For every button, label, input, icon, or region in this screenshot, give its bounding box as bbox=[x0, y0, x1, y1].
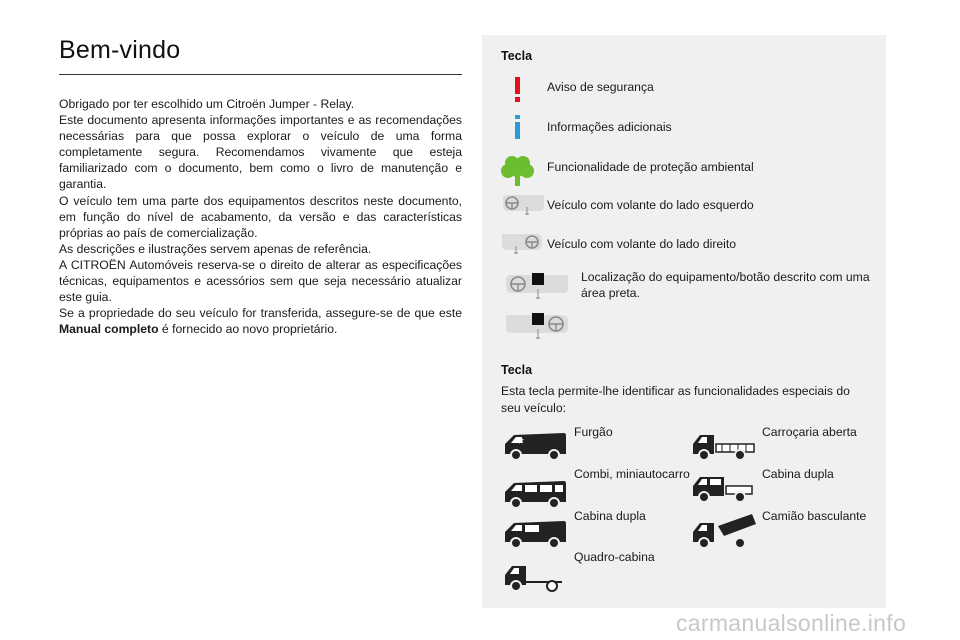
info-icon bbox=[500, 115, 546, 147]
paragraph-reference: As descrições e ilustrações servem apenas de referência. bbox=[59, 241, 372, 256]
welcome-text bbox=[59, 96, 462, 337]
key-label: Aviso de segurança bbox=[547, 80, 654, 94]
location-lhd-icon bbox=[504, 271, 570, 310]
chassis-cab-icon bbox=[502, 555, 572, 599]
paragraph-rights: A CITROËN Automóveis reserva-se o direito de alterar as especificações técnicas, equipamentos e acessórios sem que seja necessário atualizar este guia. bbox=[59, 257, 462, 305]
paragraph-ownership: Se a propriedade do seu veículo for transferida, assegure-se de que este Manual completo é fornecido ao novo proprietário. bbox=[59, 306, 462, 337]
vehicle-label: Camião basculante bbox=[762, 509, 867, 523]
dropside-icon bbox=[690, 424, 760, 468]
key-title: Tecla bbox=[501, 49, 533, 63]
vehicle-label: Combi, miniautocarro bbox=[574, 467, 690, 481]
vehicle-label: Quadro-cabina bbox=[574, 550, 655, 564]
welcome-section bbox=[59, 36, 462, 337]
paragraph-thanks: Obrigado por ter escolhido um Citroën Jumper - Relay. bbox=[59, 97, 355, 111]
key-row-lhd bbox=[482, 193, 886, 225]
page-title: Bem-vindo bbox=[59, 36, 181, 64]
title-divider bbox=[59, 74, 462, 75]
vehicle-label: Cabina dupla bbox=[762, 467, 834, 481]
vehicle-van bbox=[502, 424, 692, 468]
key-label: Informações adicionais bbox=[547, 120, 672, 134]
van-icon bbox=[502, 424, 572, 468]
paragraph-equipment: O veículo tem uma parte dos equipamentos descritos neste documento, em função do nível de acabamento, da versão e das características próprias ao país de comercialização. bbox=[59, 193, 462, 240]
key-label: Veículo com volante do lado direito bbox=[547, 237, 737, 251]
vehicle-crew-cab bbox=[502, 508, 692, 552]
manual-completo: Manual completo bbox=[59, 322, 159, 337]
vehicle-combi bbox=[502, 466, 692, 510]
key-label: Funcionalidade de proteção ambiental bbox=[547, 160, 754, 174]
vehicle-label: Cabina dupla bbox=[574, 509, 646, 523]
svg-text:††: †† bbox=[518, 438, 524, 445]
vehicle-double-cab-dropside bbox=[690, 466, 880, 510]
double-cab-dropside-icon bbox=[690, 466, 760, 510]
vehicle-dropside bbox=[690, 424, 880, 468]
vehicle-label: Carroçaria aberta bbox=[762, 425, 857, 439]
vehicle-chassis-cab bbox=[502, 549, 692, 593]
key-row-info bbox=[482, 115, 886, 147]
tree-icon bbox=[500, 155, 546, 187]
right-hand-drive-icon bbox=[500, 232, 546, 264]
key-row-warning bbox=[482, 75, 886, 107]
key-row-rhd bbox=[482, 232, 886, 264]
key-label: Veículo com volante do lado esquerdo bbox=[547, 198, 754, 212]
vehicle-tipper bbox=[690, 508, 880, 552]
key-panel bbox=[482, 35, 886, 608]
paragraph-document: Este documento apresenta informações importantes e as recomendações necessárias para que possa explorar o veículo de uma forma completamente segura. Recomendamos vivamente que esteja familiarizado com o documento, bem como o livro de manutenção e garantia. bbox=[59, 113, 462, 192]
vehicle-label: Furgão bbox=[574, 425, 613, 439]
location-label: Localização do equipamento/botão descrito com uma área preta. bbox=[581, 270, 870, 300]
tipper-icon bbox=[690, 508, 760, 552]
left-hand-drive-icon bbox=[500, 193, 546, 225]
key-row-eco bbox=[482, 155, 886, 187]
watermark: carmanualsonline.info bbox=[676, 610, 907, 636]
key2-title: Tecla bbox=[501, 363, 533, 377]
key2-description: Esta tecla permite-lhe identificar as funcionalidades especiais do seu veículo: bbox=[501, 384, 850, 415]
location-rhd-icon bbox=[504, 311, 570, 350]
warning-icon bbox=[500, 75, 546, 107]
